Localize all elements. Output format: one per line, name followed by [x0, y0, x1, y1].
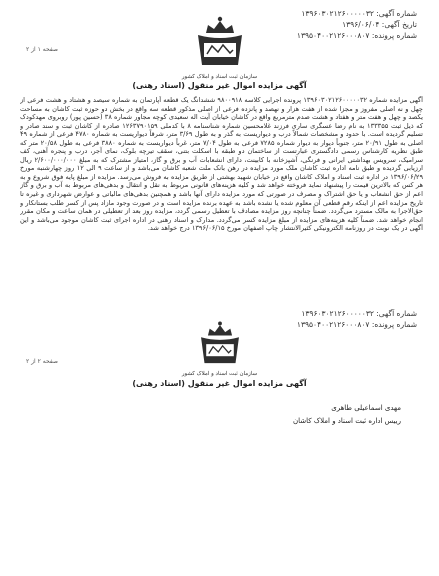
notice-date: تاریخ آگهی: ۱۳۹۶/۰۶/۰۴ — [342, 20, 417, 29]
page-number-two: صفحه ۲ از ۲ — [26, 358, 58, 365]
notice-title: آگهی مزایده اموال غیر منقول (اسناد رهنی) — [132, 81, 307, 90]
notice-title-page-two: آگهی مزایده اموال غیر منقول (اسناد رهنی) — [132, 379, 307, 388]
page-number: صفحه ۱ از ۲ — [26, 46, 58, 53]
emblem-icon — [195, 320, 245, 370]
notice-body: آگهی مزایده شماره ۱۳۹۶۰۳۰۲۱۲۶۰۰۰۰۰۳۲ پرونده اجرایی کلاسه ۹۸۰۰۹۱۸ ششدانگ یک قطعه آپارتمان به شماره سیصد و هشتاد و هشت فرعی از چهل و نه اصلی مفروز و مجزا شده از هفت هزار و نهصد و پانزده فرعی از اصلی مذکور قطعه سه واقع در بخش دو حوزه ثبت کاشان به مساحت یکصد و چهل و هفت متر و هفتاد و هشت صدم مترمربع واقع در کاشان خیابان آیت اله سعیدی کوچه مجاور شماره ۳۸ (حسین پور) روبروی مهدکودک که ذیل ثبت ۱۳۳۳۵۵ به نام رضا عسگری ساری فرزند غلامحسین شماره شناسنامه ۸ با کدملی ۱۲۶۳۷۹۰۱۵۹ صادره از کاشان ثبت و سند صادر و تسلیم گردیده است. با حدود و مشخصات شمالاً درب و دیواریست به گذر و به طول ۳/۶۹ متر، شرقاً دیواریست به شماره ۴۷۸۰ فرعی از شماره ۴۹ اصلی به طول ۲۰/۹۱ متر، جنوباً دیوار به دیوار شماره ۷۲۸۵ فرعی به طول ۷/۰۴ متر، غرباً دیواریست به شماره ۳۸۸۰ فرعی به طول ۲۰/۵۸ متر که طبق نظریه کارشناس رسمی دادگستری عبارتست از ساختمان دو طبقه با اسکلت بتنی، سقف تیرچه بلوک، نمای آجر، درب و پنجره آهنی، کف سرامیک، سرویس بهداشتی ایرانی و فرنگی، آشپزخانه با کابینت، دارای انشعابات آب و برق و گاز، امتیاز مشترک که به مبلغ ۲/۶۰۰/۰۰۰/۰۰۰ ریال ارزیابی گردیده و طبق نامه اداره ثبت کاشان ملک مورد مزایده در رهن بانک ملت شعبه کاشان می‌باشد و از ساعت ۹ الی ۱۲ روز چهارشنبه مورخ ۱۳۹۶/۰۶/۲۹ در اداره ثبت اسناد و املاک کاشان واقع در خیابان شهید بهشتی از طریق مزایده به فروش می‌رسد. مزایده از مبلغ پایه فوق شروع و به هر کس که بالاترین قیمت را پیشنهاد نماید فروخته خواهد شد و کلیه هزینه‌های قانونی مربوط به نقل و انتقال و بدهی‌های مربوط به آب و برق و گاز اعم از حق انشعاب و یا حق اشتراک و مصرف در صورتی که مورد مزایده دارای آنها باشد و همچنین بدهی‌های مالیاتی و عوارض شهرداری و غیره تا تاریخ مزایده اعم از اینکه رقم قطعی آن معلوم شده یا نشده باشد به عهده برنده مزایده است و در صورت وجود مازاد پس از کسر طلب بستانکار و حق‌الاجرا به مالک مسترد می‌گردد. ضمناً چنانچه روز مزایده مصادف با تعطیل رسمی گردد، مزایده روز بعد از تعطیلی در همان ساعت و مکان مقرر انجام خواهد شد. ضمناً کلیه هزینه‌های مزایده از مبلغ مزایده کسر می‌گردد. مدارک و اسناد رهنی در اداره اجرای ثبت کاشان موجود می‌باشد و این آگهی در یک نوبت در روزنامه الکترونیکی کثیرالانتشار چاپ اصفهان مورخ ۱۳۹۶/۰۶/۱۵ درج خواهد شد. — [20, 96, 423, 233]
signatory-role: رییس اداره ثبت اسناد و املاک کاشان — [293, 417, 401, 425]
organization-name: سازمان ثبت اسناد و املاک کشور — [181, 74, 258, 80]
file-number: شماره پرونده: ۱۳۹۵۰۴۰۰۲۱۲۶۰۰۰۸۰۷ — [296, 31, 417, 40]
registration-emblem — [181, 15, 259, 80]
registration-emblem-page-two — [181, 320, 259, 377]
file-number-page-two: شماره پرونده: ۱۳۹۵۰۴۰۰۲۱۲۶۰۰۰۸۰۷ — [296, 320, 417, 329]
notice-header — [297, 8, 417, 41]
notice-header-page-two — [297, 308, 417, 330]
emblem-icon — [192, 15, 248, 73]
signatory-name: مهدی اسماعیلی طاهری — [331, 404, 401, 412]
signature-block — [293, 402, 401, 428]
notice-number: شماره آگهی: ۱۳۹۶۰۳۰۲۱۲۶۰۰۰۰۰۳۲ — [301, 9, 417, 18]
organization-name-page-two: سازمان ثبت اسناد و املاک کشور — [181, 371, 258, 377]
notice-number-page-two: شماره آگهی: ۱۳۹۶۰۳۰۲۱۲۶۰۰۰۰۰۳۲ — [301, 309, 417, 318]
